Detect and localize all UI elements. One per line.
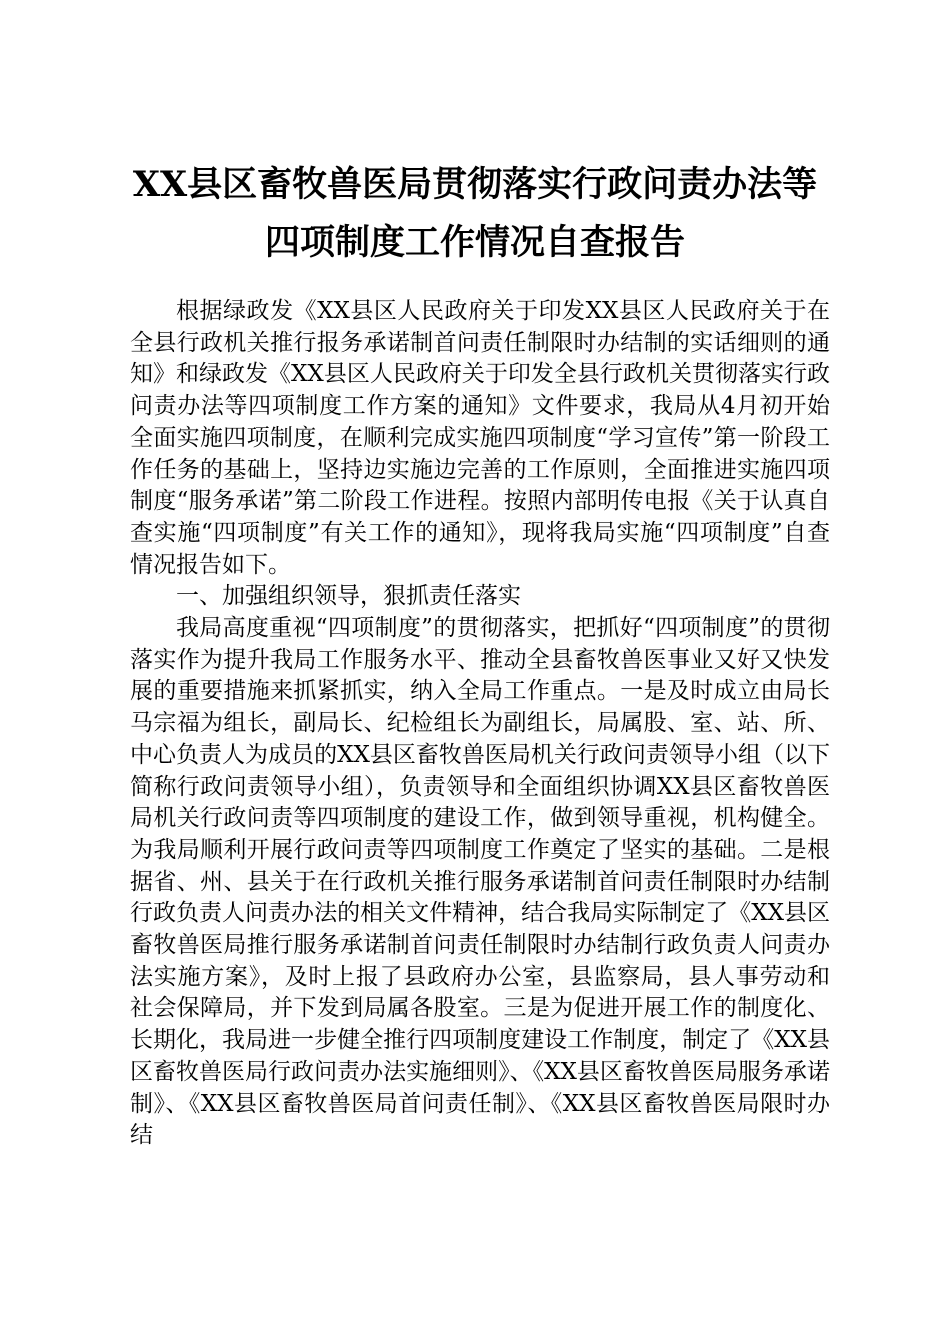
paragraph-section-1: 我局高度重视“四项制度”的贯彻落实，把抓好“四项制度”的贯彻落实作为提升我局工作服务水平、推动全县畜牧兽医事业又好又快发展的重要措施来抓紧抓实，纳入全局工作重点。一是及时成立由局长马宗福为组长，副局长、纪检组长为副组长，局属股、室、站、所、中心负责人为成员的XX县区畜牧兽医局机关行政问责领导小组（以下简称行政问责领导小组），负责领导和全面组织协调XX县区畜牧兽医局机关行政问责等四项制度的建设工作，做到领导重视，机构健全。为我局顺利开展行政问责等四项制度工作奠定了坚实的基础。二是根据省、州、县关于在行政机关推行服务承诺制首问责任制限时办结制行政负责人问责办法的相关文件精神，结合我局实际制定了《XX县区畜牧兽医局推行服务承诺制首问责任制限时办结制行政负责人问责办法实施方案》，及时上报了县政府办公室，县监察局，县人事劳动和社会保障局，并下发到局属各股室。三是为促进开展工作的制度化、长期化，我局进一步健全推行四项制度建设工作制度，制定了《XX县区畜牧兽医局行政问责办法实施细则》、《XX县区畜牧兽医局服务承诺制》、《XX县区畜牧兽医局首问责任制》、《XX县区畜牧兽医局限时办结: [130, 615, 830, 1149]
document-title-line-1: XX县区畜牧兽医局贯彻落实行政问责办法等: [132, 164, 818, 205]
section-heading-1: 一、加强组织领导，狠抓责任落实: [176, 583, 521, 610]
paragraph-intro: 根据绿政发《XX县区人民政府关于印发XX县区人民政府关于在全县行政机关推行报务承诺制首问责任制限时办结制的实话细则的通知》和绿政发《XX县区人民政府关于印发全县行政机关贯彻落实行政问责办法等四项制度工作方案的通知》文件要求，我局从4月初开始全面实施四项制度，在顺利完成实施四项制度“学习宣传”第一阶段工作任务的基础上，坚持边实施边完善的工作原则，全面推进实施四项制度“服务承诺”第二阶段工作进程。按照内部明传电报《关于认真自查实施“四项制度”有关工作的通知》，现将我局实施“四项制度”自查情况报告如下。: [130, 298, 830, 578]
document-body: [130, 296, 830, 1152]
document-title-line-2: 四项制度工作情况自查报告: [264, 222, 685, 263]
